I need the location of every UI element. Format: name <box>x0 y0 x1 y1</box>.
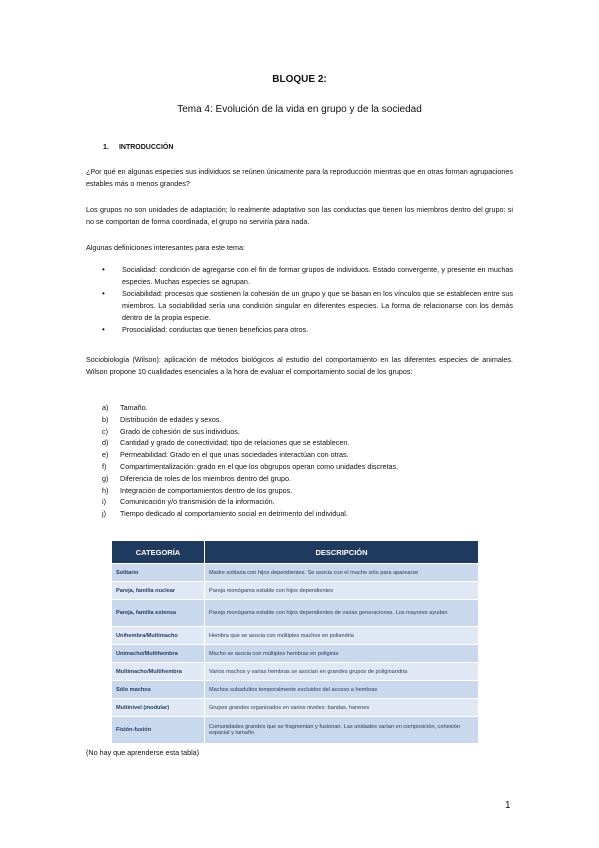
list-item: d) Cantidad y grado de conectividad; tipo de relaciones que se establecen. <box>102 438 350 448</box>
list-item: f) Compartimentalización: grado en el que los obgrupos operan como unidades discretas. <box>102 461 399 471</box>
bullet-icon: • <box>102 289 105 298</box>
table-row <box>112 645 479 663</box>
table-cell: Solitario <box>112 564 205 582</box>
categories-table <box>111 540 479 744</box>
table-row <box>112 717 479 744</box>
table-row <box>112 582 479 600</box>
section-number: 1. <box>103 144 109 151</box>
list-item: a) Tamaño. <box>102 403 148 412</box>
list-item: i) Comunicación y/o transmisión de la información. <box>102 497 275 507</box>
table-row <box>112 564 479 582</box>
section-heading <box>103 144 173 151</box>
table-cell: Grupos grandes organizados en varios niveles: bandas, harenes <box>205 699 479 717</box>
table-cell: Fisión-fusión <box>112 717 205 744</box>
column-header-description: DESCRIPCIÓN <box>205 541 479 564</box>
table-row <box>112 627 479 645</box>
table-cell: Sólo machos <box>112 681 205 699</box>
list-item: • Socialidad: condición de agregarse con el fin de formar grupos de individuos. Estado convergente, y presente en muchas especies. Muchas especies se agrupan. <box>102 265 513 286</box>
list-item: b) Distribución de edades y sexos. <box>102 414 222 424</box>
list-item: e) Permeabilidad: Grado en el que unas sociedades interactúan con otras. <box>102 450 349 460</box>
table-cell: Pareja, familia extensa <box>112 600 205 627</box>
table-row <box>112 699 479 717</box>
table-cell: Pareja monógama estable con hijos dependientes de varias generaciones. Los mayores ayudan <box>205 600 479 627</box>
table-cell: Unimacho/Multihembra <box>112 645 205 663</box>
list-item: • Sociabilidad: procesos que sostienen la cohesión de un grupo y que se basan en los vínculos que se establecen entre sus miembros. La sociabilidad sería una condición singular en diferentes especies. La forma de relacionarse con los demás dentro de la propia especie. <box>102 289 513 322</box>
table-cell: Pareja monógama estable con hijos dependientes <box>205 582 479 600</box>
list-item: • Prosocialidad: conductas que tienen beneficios para otros. <box>102 325 309 334</box>
paragraph-groups: Los grupos no son unidades de adaptación; lo realmente adaptativo son las conductas que tienen los miembros dentro del grupo: si no se comportan de forma coordinada, el grupo no serviría para nada. <box>86 205 513 226</box>
table-cell: Machos subadultos temporalmente excluidos del acceso a hembras <box>205 681 479 699</box>
table-note: (No hay que aprenderse esta tabla) <box>86 748 200 757</box>
table-cell: Comunidades grandes que se fragmentan y fusionan. Las unidades varían en composición, cohesión espacial y tamaño <box>205 717 479 744</box>
bullet-icon: • <box>102 325 105 334</box>
list-item: j) Tiempo dedicado al comportamiento social en detrimento del individual. <box>102 509 348 519</box>
table-row <box>112 663 479 681</box>
bullet-icon: • <box>102 265 105 274</box>
table-cell: Hembra que se asocia con múltiples machos en poliandria <box>205 627 479 645</box>
table-cell: Multimacho/Multihembra <box>112 663 205 681</box>
topic-title: Tema 4: Evolución de la vida en grupo y de la sociedad <box>177 104 422 115</box>
table-cell: Multinivel (modular) <box>112 699 205 717</box>
table-cell: Madre solitaria con hijos dependientes. Se asocia con el macho sólo para aparearse <box>205 564 479 582</box>
column-header-category: CATEGORÍA <box>112 541 205 564</box>
block-heading: BLOQUE 2: <box>272 74 327 85</box>
definitions-list <box>86 264 513 336</box>
table-row <box>112 681 479 699</box>
table-header-row <box>112 541 479 564</box>
table-cell: Varios machos y varias hembras se asocian en grandes grupos de poliginandria <box>205 663 479 681</box>
list-item: h) Integración de comportamientos dentro de los grupos. <box>102 485 293 495</box>
section-title: INTRODUCCIÓN <box>118 144 174 151</box>
page-number: 1 <box>505 800 511 811</box>
table-cell: Macho se asocia con múltiples hembras en poliginia <box>205 645 479 663</box>
list-item: c) Grado de cohesión de sus individuos. <box>102 426 240 436</box>
table-cell: Pareja, familia nuclear <box>112 582 205 600</box>
table-cell: Unihembra/Multimacho <box>112 627 205 645</box>
list-item: g) Diferencia de roles de los miembros dentro del grupo. <box>102 473 291 483</box>
paragraph-definitions-intro: Algunas definiciones interesantes para este tema: <box>86 243 246 252</box>
qualities-list <box>86 402 513 520</box>
paragraph-question: ¿Por qué en algunas especies sus individuos se reúnen únicamente para la reproducción mientras que en otras forman agrupaciones estables más o menos grandes? <box>86 167 513 188</box>
table-row <box>112 600 479 627</box>
paragraph-sociobiology: Sociobiología (Wilson): aplicación de métodos biológicos al estudio del comportamiento en las diferentes especies de animales. Wilson propone 10 cualidades esenciales a la hora de evaluar el comportamiento social de los grupos: <box>86 355 513 376</box>
